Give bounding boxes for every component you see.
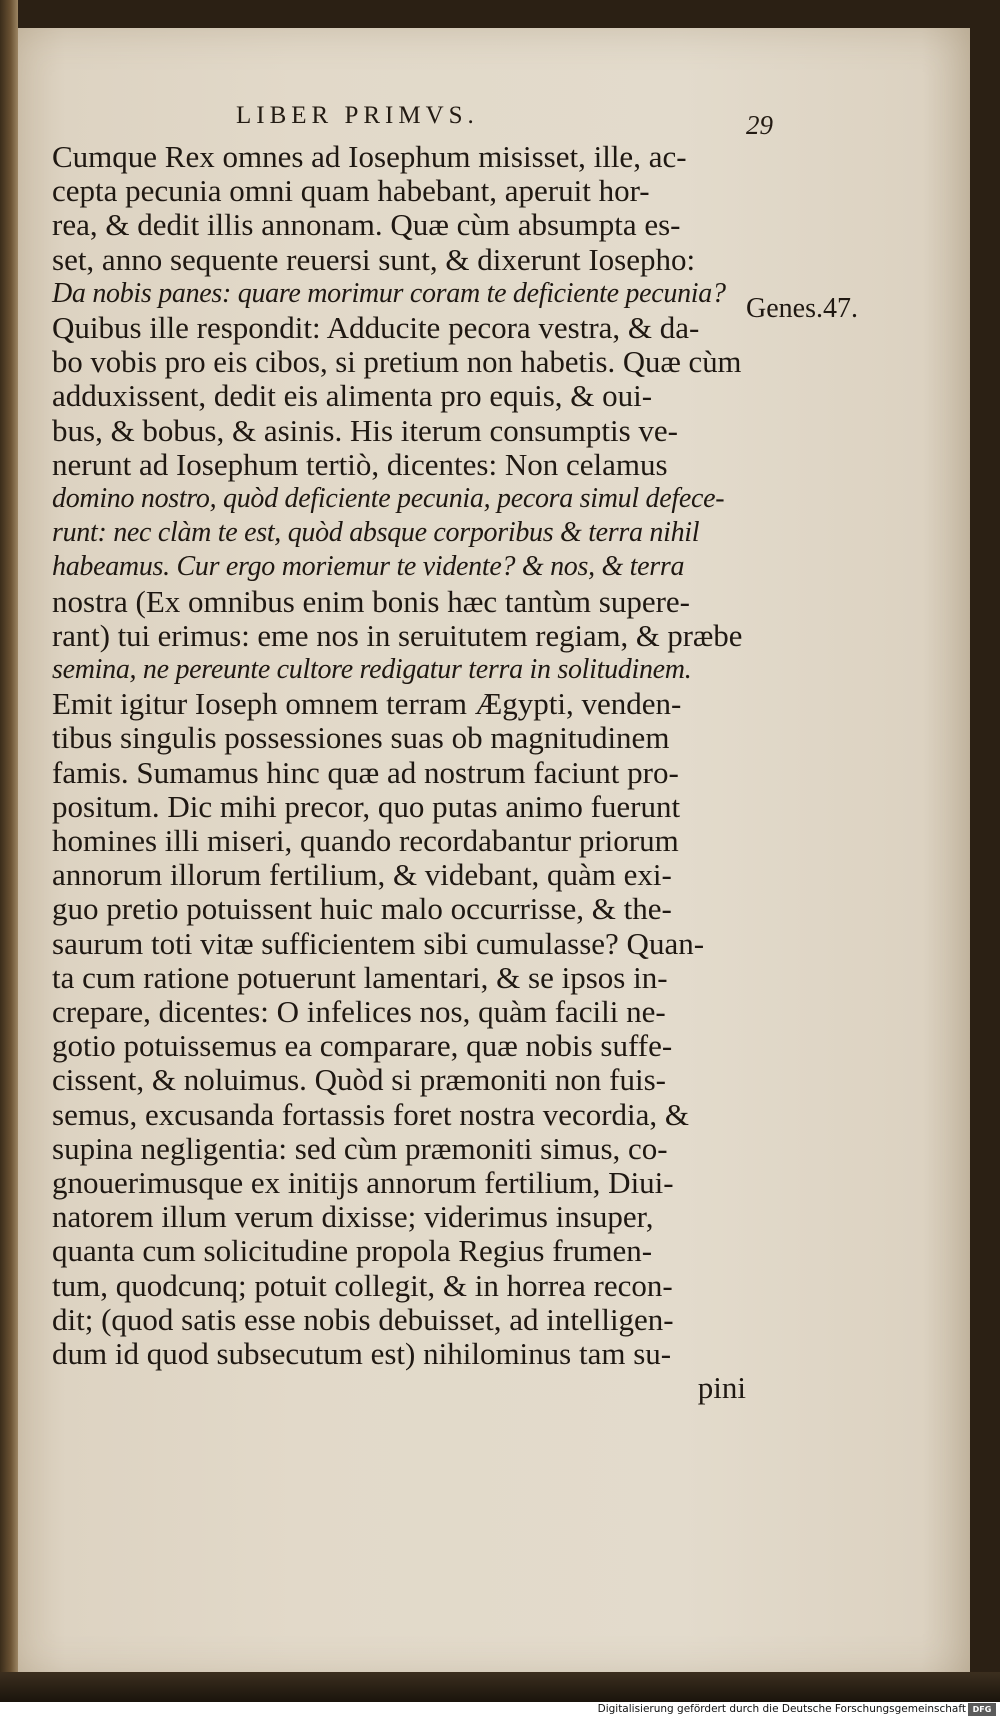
text-line: domino nostro, quòd deficiente pecunia, pecora simul defece- <box>52 483 725 514</box>
text-line: runt: nec clàm te est, quòd absque corporibus & terra nihil <box>52 517 700 549</box>
text-line: guo pretio potuissent huic malo occurrisse, & the- <box>52 891 672 927</box>
text-line: cepta pecunia omni quam habebant, aperuit hor- <box>52 173 650 209</box>
book-binding-edge <box>0 0 18 1700</box>
text-line: tum, quodcunq; potuit collegit, & in horrea recon- <box>52 1267 673 1303</box>
running-title: LIBER PRIMVS. <box>236 102 479 129</box>
text-line: set, anno sequente reuersi sunt, & dixerunt Iosepho: <box>52 241 696 277</box>
book-page <box>8 28 970 1678</box>
text-line: positum. Dic mihi precor, quo putas animo fuerunt <box>52 788 681 824</box>
page-number: 29 <box>746 110 773 140</box>
text-line: semus, excusanda fortassis foret nostra vecordia, & <box>52 1096 690 1132</box>
text-line: nerunt ad Iosephum tertiò, dicentes: Non celamus <box>52 446 668 482</box>
text-line: Da nobis panes: quare morimur coram te deficiente pecunia? <box>52 277 726 309</box>
book-bottom-edge <box>0 1672 1000 1702</box>
text-line: natorem illum verum dixisse; viderimus insuper, <box>52 1199 654 1235</box>
text-line: nostra (Ex omnibus enim bonis hæc tantùm supere- <box>52 583 690 619</box>
text-line: tibus singulis possessiones suas ob magnitudinem <box>52 720 670 756</box>
text-line: famis. Sumamus hinc quæ ad nostrum faciunt pro- <box>52 754 679 790</box>
dfg-logo-icon: DFG <box>968 1703 996 1716</box>
text-line: Cumque Rex omnes ad Iosephum misisset, ille, ac- <box>52 139 687 174</box>
text-line: semina, ne pereunte cultore redigatur terra in solitudinem. <box>52 654 692 685</box>
text-line: rea, & dedit illis annonam. Quæ cùm absumpta es- <box>52 207 681 243</box>
text-line: Quibus ille respondit: Adducite pecora vestra, & da- <box>52 310 700 345</box>
text-line: crepare, dicentes: O infelices nos, quàm facili ne- <box>52 994 666 1029</box>
text-line: pini <box>697 1370 746 1406</box>
text-line: supina negligentia: sed cùm præmoniti simus, co- <box>52 1130 668 1166</box>
text-line: cissent, & noluimus. Quòd si præmoniti non fuis- <box>52 1062 666 1098</box>
text-line: Emit igitur Ioseph omnem terram Ægypti, venden- <box>52 686 682 722</box>
text-line: adduxissent, dedit eis alimenta pro equis, & oui- <box>52 378 653 414</box>
text-line: quanta cum solicitudine propola Regius frumen- <box>52 1233 653 1269</box>
footer-credit: Digitalisierung gefördert durch die Deutsche Forschungsgemeinschaft <box>597 1703 966 1715</box>
text-line: bus, & bobus, & asinis. His iterum consumptis ve- <box>52 412 679 448</box>
text-line: gnouerimusque ex initijs annorum fertilium, Diui- <box>52 1165 674 1200</box>
text-line: homines illi miseri, quando recordabantur priorum <box>52 823 679 858</box>
text-line: saurum toti vitæ sufficientem sibi cumulasse? Quan- <box>52 925 705 961</box>
text-line: annorum illorum fertilium, & videbant, quàm exi- <box>52 857 672 893</box>
text-line: dit; (quod satis esse nobis debuisset, ad intelligen- <box>52 1301 674 1337</box>
text-line: habeamus. Cur ergo moriemur te vidente? & nos, & terra <box>52 551 685 583</box>
text-line: dum id quod subsecutum est) nihilominus tam su- <box>52 1336 672 1371</box>
text-line: rant) tui erimus: eme nos in seruitutem regiam, & præbe <box>52 617 743 653</box>
text-line: ta cum ratione potuerunt lamentari, & se ipsos in- <box>52 959 668 995</box>
margin-note: Genes.47. <box>746 293 858 324</box>
text-line: gotio potuissemus ea comparare, quæ nobis suffe- <box>52 1028 673 1064</box>
text-line: bo vobis pro eis cibos, si pretium non habetis. Quæ cùm <box>52 344 742 380</box>
